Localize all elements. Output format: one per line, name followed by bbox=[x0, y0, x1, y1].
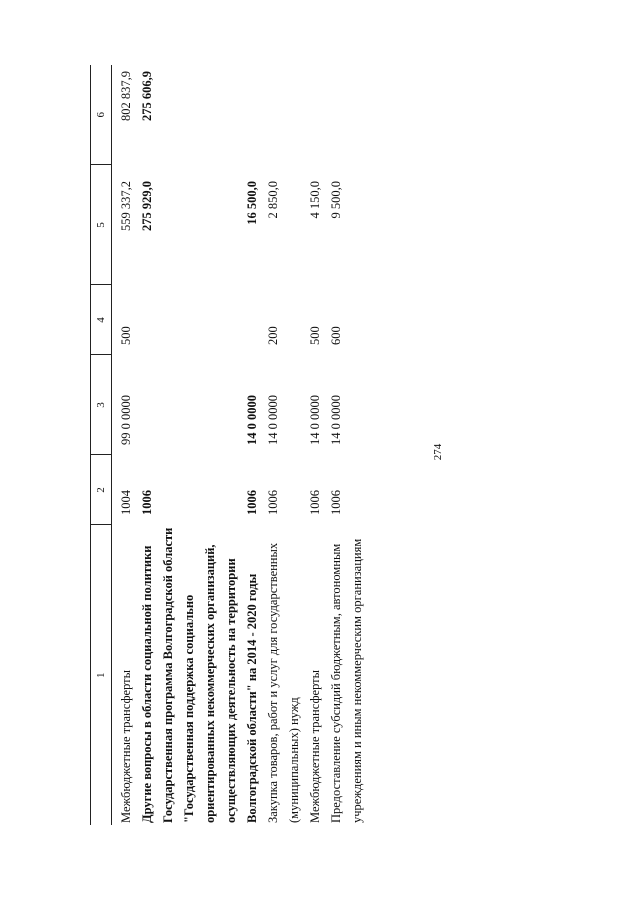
row-sum-2 bbox=[263, 65, 305, 165]
table-row bbox=[305, 65, 326, 825]
row-section: 1006 bbox=[245, 490, 259, 515]
row-type bbox=[137, 285, 158, 355]
row-section: 1006 bbox=[308, 490, 322, 515]
header-col-2: 2 bbox=[91, 455, 112, 525]
row-name: Государственная программа Волгоградской области "Государственная поддержка социально ориентированных некоммерческих организаций, осуществляющих деятельность на территории Волгоградской области" на 2014 - 2020 годы bbox=[161, 527, 259, 823]
row-sum-2 bbox=[158, 65, 263, 165]
header-col-1: 1 bbox=[91, 525, 112, 825]
table-header-row bbox=[91, 65, 112, 825]
row-type bbox=[158, 285, 263, 355]
header-col-5: 5 bbox=[91, 165, 112, 285]
row-type: 200 bbox=[266, 326, 280, 345]
row-sum-1: 9 500,0 bbox=[329, 181, 343, 219]
row-name: Межбюджетные трансферты bbox=[119, 669, 133, 823]
row-sum-1: 275 929,0 bbox=[140, 181, 154, 231]
row-section: 1004 bbox=[119, 490, 133, 515]
row-target: 14 0 0000 bbox=[245, 395, 259, 445]
row-target: 14 0 0000 bbox=[329, 395, 343, 445]
table-row bbox=[263, 65, 305, 825]
row-name: Предоставление субсидий бюджетным, автономным учреждениям и иным некоммерческим организациям bbox=[329, 538, 364, 823]
table-row bbox=[326, 65, 368, 825]
row-sum-1: 16 500,0 bbox=[245, 181, 259, 225]
budget-table bbox=[90, 65, 368, 825]
row-sum-2: 275 606,9 bbox=[140, 71, 154, 121]
row-type: 500 bbox=[308, 326, 322, 345]
header-col-3: 3 bbox=[91, 355, 112, 455]
header-col-6: 6 bbox=[91, 65, 112, 165]
row-target: 99 0 0000 bbox=[119, 395, 133, 445]
row-name: Закупка товаров, работ и услуг для государственных (муниципальных) нужд bbox=[266, 542, 301, 823]
row-section: 1006 bbox=[140, 490, 154, 515]
page-number: 274 bbox=[432, 443, 444, 461]
row-sum-1: 559 337,2 bbox=[119, 181, 133, 231]
budget-table-rotated bbox=[90, 65, 420, 825]
row-sum-1: 2 850,0 bbox=[266, 181, 280, 219]
table-row bbox=[158, 65, 263, 825]
row-target: 14 0 0000 bbox=[266, 395, 280, 445]
table-row bbox=[112, 65, 138, 825]
row-target bbox=[137, 355, 158, 455]
row-sum-1: 4 150,0 bbox=[308, 181, 322, 219]
row-type: 600 bbox=[329, 326, 343, 345]
row-sum-2: 802 837,9 bbox=[119, 71, 133, 121]
table-row bbox=[137, 65, 158, 825]
row-name: Другие вопросы в области социальной политики bbox=[140, 545, 154, 823]
row-section: 1006 bbox=[329, 490, 343, 515]
row-sum-2 bbox=[326, 65, 368, 165]
header-col-4: 4 bbox=[91, 285, 112, 355]
row-section: 1006 bbox=[266, 490, 280, 515]
row-name: Межбюджетные трансферты bbox=[308, 669, 322, 823]
row-sum-2 bbox=[305, 65, 326, 165]
row-type: 500 bbox=[119, 326, 133, 345]
row-target: 14 0 0000 bbox=[308, 395, 322, 445]
